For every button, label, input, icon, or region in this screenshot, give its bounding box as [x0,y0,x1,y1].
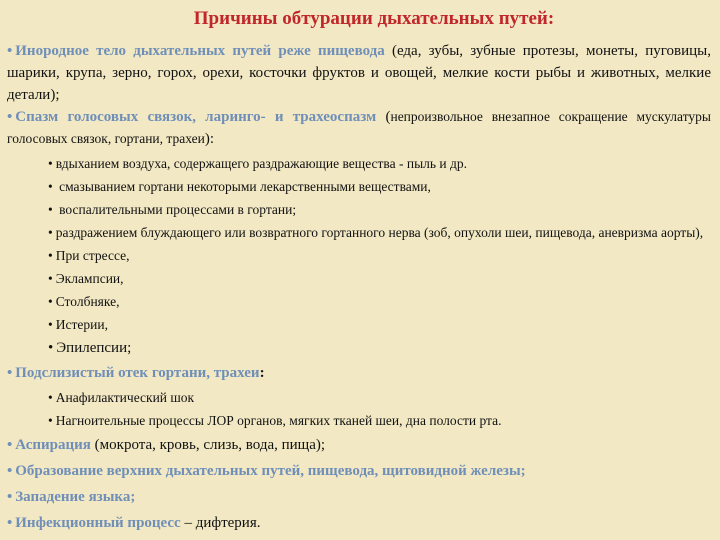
bullet: • [48,294,53,309]
bullet: • [48,390,53,405]
bullet: • [48,156,53,171]
list-item-edema [7,362,711,384]
sub-list-item [7,200,711,219]
slide-title: Причины обтурации дыхательных путей: [193,8,555,29]
sub-item-text: Нагноительные процессы ЛОР органов, мягких тканей шеи, дна полости рта. [55,413,502,428]
bullet: • [48,413,53,428]
spasm-causes-list [7,154,711,358]
list-item-foreign-body [7,40,711,106]
bullet: • [48,179,53,194]
bullet: • [48,225,53,240]
sub-item-text: Эпилепсии; [56,340,132,356]
sub-item-text: Анафилактический шок [55,390,195,405]
bullet: • [48,248,53,263]
bullet: • [7,489,13,505]
bullet: • [48,340,54,356]
item-label: Западение языка; [15,489,136,505]
sub-item-text: раздражением блуждающего или возвратного гортанного нерва (зоб, опухоли шеи, пищевода, аневризма аорты), [55,225,704,240]
item-label: Подслизистый отек гортани, трахеи [15,365,260,381]
bullet: • [7,365,13,381]
item-text: : [259,365,265,381]
item-label: Инородное тело дыхательных путей реже пищевода [15,43,385,59]
bullet: • [48,271,53,286]
bullet: • [7,463,13,479]
sub-list-item [7,223,711,242]
item-text-open: ( [376,109,391,125]
sub-item-text: При стрессе, [55,248,130,263]
item-text: (мокрота, кровь, слизь, вода, пища); [90,437,326,453]
sub-item-text: вдыханием воздуха, содержащего раздражающие вещества - пыль и др. [55,156,468,171]
sub-list-item [7,388,711,407]
sub-list-item [7,338,711,358]
bullet: • [7,109,13,125]
item-label: Инфекционный процесс [15,515,181,531]
sub-item-text: Столбняке, [55,294,120,309]
bullet: • [48,202,53,217]
item-label: Образование верхних дыхательных путей, пищевода, щитовидной железы; [15,463,526,479]
sub-list-item [7,292,711,311]
list-item-infection [7,512,711,534]
sub-list-item [7,246,711,265]
sub-list-item [7,315,711,334]
sub-item-text: смазыванием гортани некоторыми лекарственными веществами, [55,179,431,194]
item-text: – дифтерия. [180,515,261,531]
item-text-close: ): [204,131,215,147]
sub-list-item [7,269,711,288]
sub-item-text: воспалительными процессами в гортани; [55,202,297,217]
bullet: • [7,437,13,453]
sub-list-item [7,154,711,173]
bullet: • [48,317,53,332]
item-label: Аспирация [15,437,91,453]
item-label: Спазм голосовых связок, ларинго- и трахеоспазм [15,109,377,125]
edema-causes-list [7,388,711,430]
sub-item-text: Эклампсии, [55,271,124,286]
list-item-tongue [7,486,711,508]
item-text: (еда, зубы, зубные протезы, монеты, пуговицы, шарики, крупа, зерно, горох, орехи, косточки фруктов и овощей, мелкие кости рыбы и животных, мелкие детали); [7,43,711,103]
sub-list-item [7,177,711,196]
list-item-aspiration [7,434,711,456]
list-item-spasm [7,106,711,150]
list-item-formation [7,460,711,482]
bullet: • [7,43,13,59]
item-text: непроизвольное внезапное сокращение мускулатуры голосовых связок, гортани, трахеи [7,109,711,146]
sub-item-text: Истерии, [55,317,108,332]
bullet: • [7,515,13,531]
sub-list-item [7,411,711,430]
